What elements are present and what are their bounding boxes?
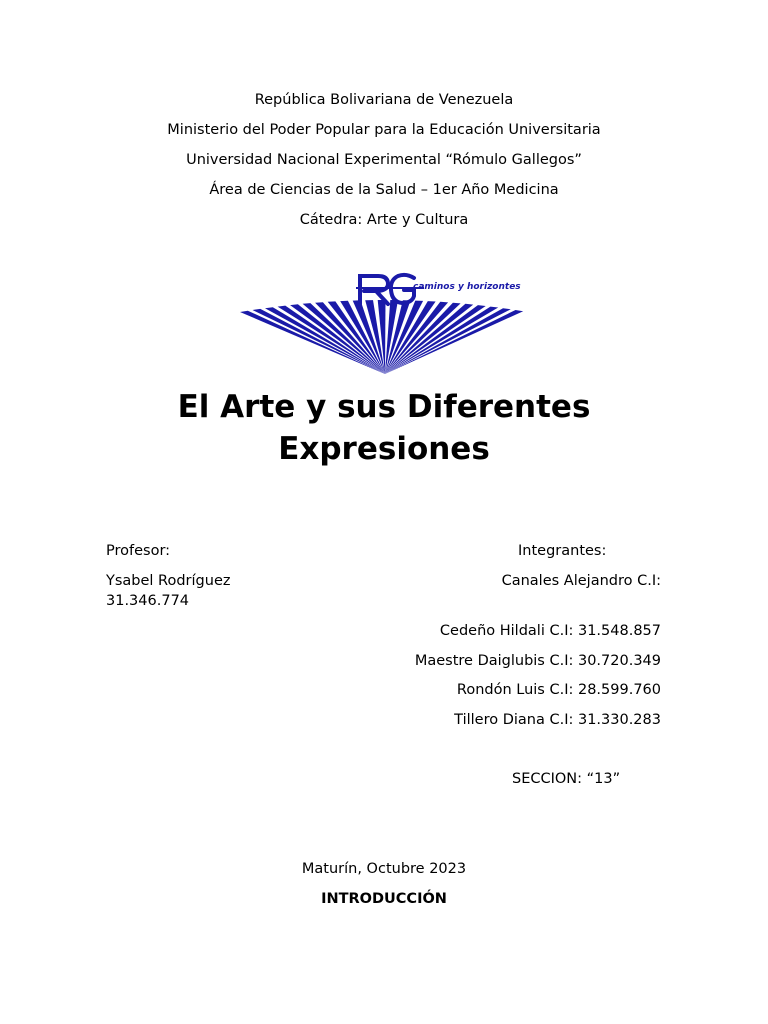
integrante-item: Cedeño Hildali C.I: 31.548.857 <box>439 623 661 639</box>
university-logo-graphic <box>238 270 532 376</box>
profesor-label: Profesor: <box>106 543 171 559</box>
rg-monogram-icon <box>360 275 414 304</box>
integrante-item: Rondón Luis C.I: 28.599.760 <box>456 682 661 698</box>
seccion-label: SECCION: “13” <box>512 771 621 787</box>
profesor-name: Ysabel Rodríguez <box>106 573 231 589</box>
document-title <box>0 386 768 470</box>
title-line-1: El Arte y sus Diferentes <box>177 389 591 425</box>
institution-area: Área de Ciencias de la Salud – 1er Año Medicina <box>209 182 559 198</box>
institution-country: República Bolivariana de Venezuela <box>254 92 514 108</box>
institution-catedra: Cátedra: Arte y Cultura <box>299 212 469 228</box>
institution-ministry: Ministerio del Poder Popular para la Educación Universitaria <box>167 122 601 138</box>
integrantes-label: Integrantes: <box>518 543 607 559</box>
title-line-2: Expresiones <box>278 431 490 467</box>
logo-tagline: caminos y horizontes <box>413 282 521 292</box>
institution-university: Universidad Nacional Experimental “Rómulo Gallegos” <box>186 152 582 168</box>
profesor-ci: 31.346.774 <box>106 593 190 609</box>
integrante-item: Maestre Daiglubis C.I: 30.720.349 <box>414 653 661 669</box>
introduccion-heading: INTRODUCCIÓN <box>321 891 447 907</box>
place-date: Maturín, Octubre 2023 <box>301 861 467 877</box>
integrante-item: Tillero Diana C.I: 31.330.283 <box>454 712 661 728</box>
integrante-item: Canales Alejandro C.I: <box>501 573 661 589</box>
university-logo <box>238 270 532 376</box>
